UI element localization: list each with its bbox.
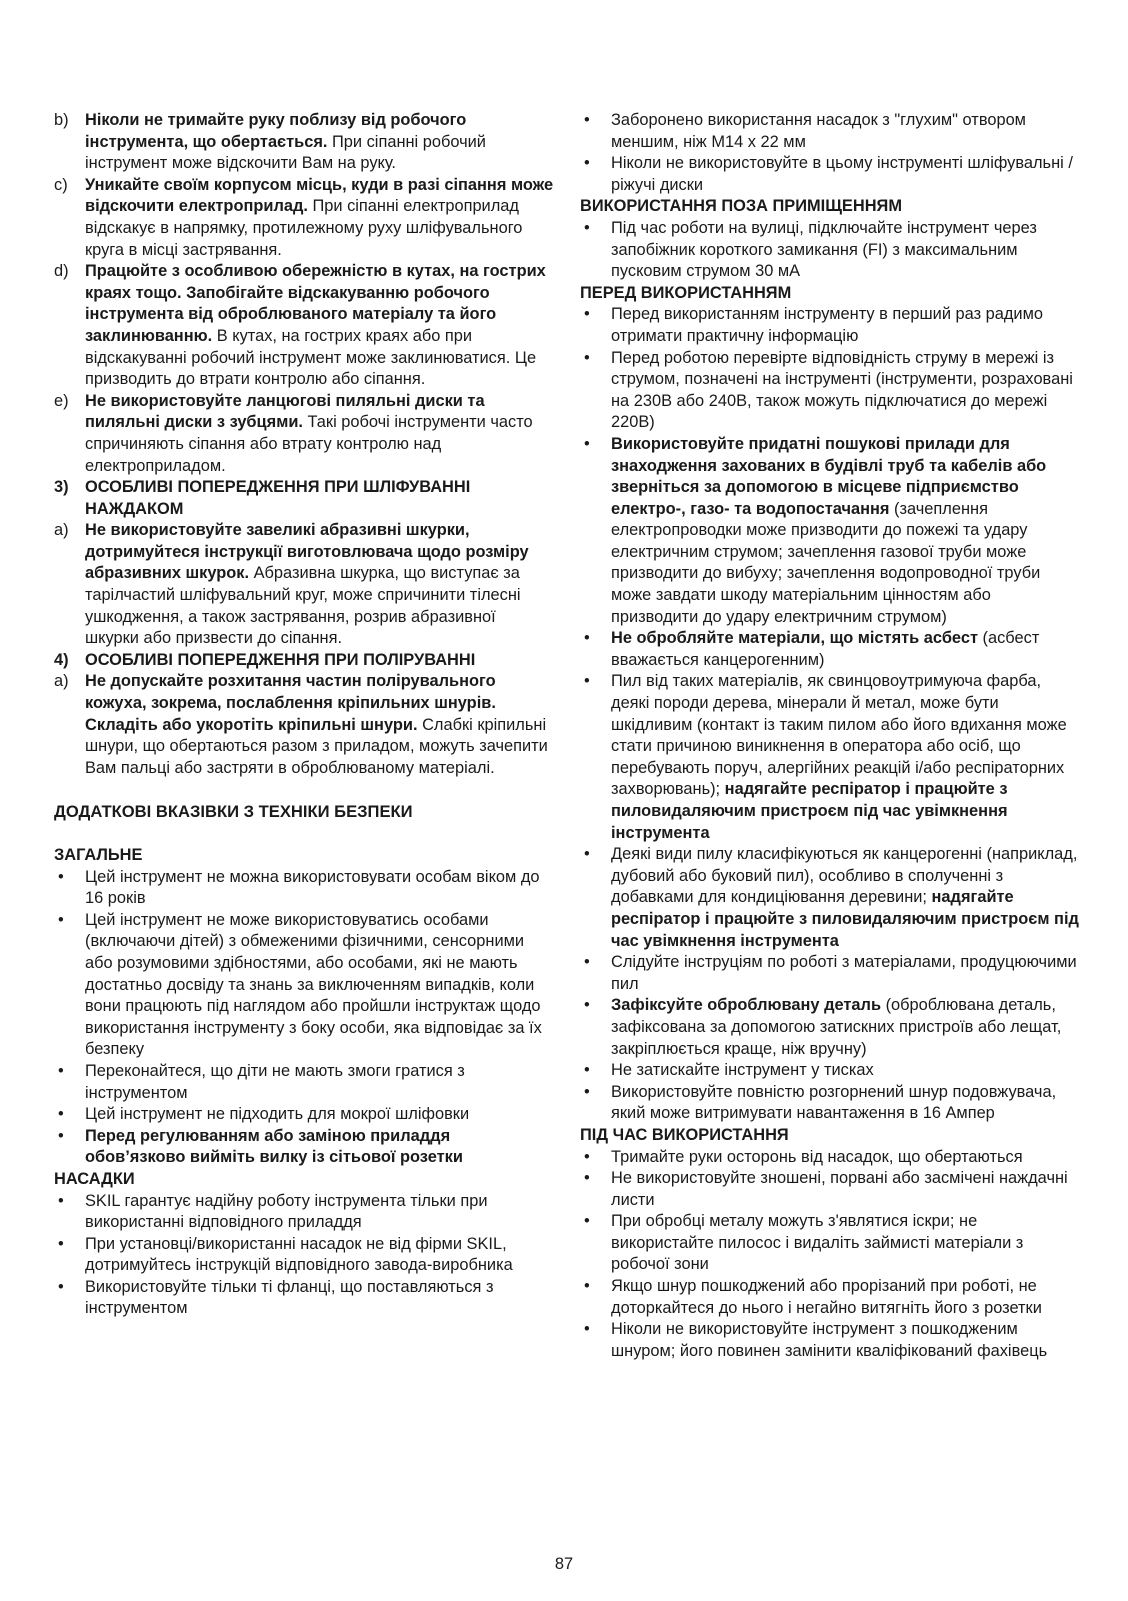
bullet-icon: • bbox=[584, 1320, 590, 1339]
bullet-icon: • bbox=[584, 1169, 590, 1188]
warning-bold-text: Уникайте своїм корпусом місць, куди в разі сіпання може відскочити електроприлад. bbox=[85, 175, 554, 216]
warning-bold-text: Не використовуйте ланцюгові пиляльні диски та пиляльні диски з зубцями. bbox=[85, 391, 485, 432]
section-3-heading bbox=[54, 477, 554, 520]
bullet-icon: • bbox=[58, 1234, 64, 1253]
item-text: Ніколи не використовуйте в цьому інструменті шліфувальні / ріжучі диски bbox=[611, 154, 1073, 194]
bullet-icon: • bbox=[58, 1105, 64, 1124]
warning-bold-text: Не допускайте розхитання частин полірувального кожуха, зокрема, послаблення кріпильних шнурів. Складіть або укоротіть кріпильні шнури. bbox=[85, 672, 496, 734]
list-marker: a) bbox=[54, 672, 69, 691]
item-text: Цей інструмент не підходить для мокрої шліфовки bbox=[85, 1105, 470, 1124]
general-list bbox=[54, 867, 554, 1169]
item-text: Перед використанням інструменту в перший раз радимо отримати практичну інформацію bbox=[611, 305, 1043, 345]
item-text: При обробці металу можуть з'являтися іскри; не використайте пилосос і видаліть займисті матеріали з робочої зони bbox=[611, 1212, 1024, 1274]
item-bold-text: Перед регулюванням або заміною приладдя обов’язково вийміть вилку із сітьової розетки bbox=[85, 1126, 463, 1167]
list-item bbox=[54, 1277, 554, 1320]
section-number: 3) bbox=[54, 478, 69, 497]
attachments-list-continued bbox=[580, 110, 1080, 196]
list-item bbox=[54, 867, 554, 910]
item-text: Переконайтеся, що діти не мають змоги гратися з інструментом bbox=[85, 1061, 465, 1102]
list-item bbox=[580, 218, 1080, 283]
item-text: Деякі види пилу класифікуються як канцерогенні (наприклад, дубовий або буковий пил), особливо в сполученні з добавками для кондиціювання деревини; bbox=[611, 845, 1078, 907]
bullet-icon: • bbox=[58, 910, 64, 929]
warning-sanding-a bbox=[54, 520, 554, 650]
section-4-heading bbox=[54, 650, 554, 672]
bullet-icon: • bbox=[584, 434, 590, 453]
bullet-icon: • bbox=[584, 629, 590, 648]
section-number: 4) bbox=[54, 650, 69, 669]
bullet-icon: • bbox=[58, 1126, 64, 1145]
warning-text: Абразивна шкурка, що виступає за тарілчастий шліфувальний круг, може спричинити тілесні ушкодження, а також застрявання, розрив абразивної шкурки або призвести до сіпання. bbox=[85, 564, 521, 648]
general-heading: ЗАГАЛЬНЕ bbox=[54, 846, 143, 864]
list-marker: d) bbox=[54, 262, 69, 281]
during-use-heading: ПІД ЧАС ВИКОРИСТАННЯ bbox=[580, 1125, 789, 1144]
list-item bbox=[580, 995, 1080, 1060]
list-item bbox=[54, 910, 554, 1061]
warning-e bbox=[54, 391, 554, 477]
list-item bbox=[580, 628, 1080, 671]
list-item bbox=[580, 348, 1080, 434]
list-item bbox=[54, 1234, 554, 1277]
warning-text: Такі робочі інструменти часто спричиняють сіпання або втрату контролю над електроприладом. bbox=[85, 413, 533, 475]
outdoor-use-heading: ВИКОРИСТАННЯ ПОЗА ПРИМІЩЕННЯМ bbox=[580, 197, 902, 216]
bullet-icon: • bbox=[584, 348, 590, 367]
item-text: (оброблювана деталь, зафіксована за допомогою затискних пристроїв або лещат, закріплюється краще, ніж вручну) bbox=[611, 996, 1062, 1058]
list-marker: b) bbox=[54, 111, 69, 129]
warning-text: При сіпанні електроприлад відскакує в напрямку, протилежному руху шліфувального круга в місці застрявання. bbox=[85, 197, 523, 259]
attachments-heading: НАСАДКИ bbox=[54, 1169, 135, 1188]
page-number: 87 bbox=[554, 1555, 574, 1573]
item-text: Використовуйте повністю розгорнений шнур подовжувача, який може витримувати навантаження в 16 Ампер bbox=[611, 1082, 1057, 1123]
list-item bbox=[580, 1168, 1080, 1211]
list-marker: c) bbox=[54, 175, 68, 194]
warning-bold-text: Ніколи не тримайте руку поблизу від робочого інструмента, що обертається. bbox=[85, 111, 467, 151]
item-text: При установці/використанні насадок не від фірми SKIL, дотримуйтесь інструкцій відповідного завода-виробника bbox=[85, 1234, 513, 1275]
bullet-icon: • bbox=[58, 867, 64, 886]
left-column bbox=[54, 110, 554, 1320]
list-item bbox=[54, 1126, 554, 1169]
item-text: Якщо шнур пошкоджений або прорізаний при роботі, не доторкайтеся до нього і негайно витягніть його з розетки bbox=[611, 1277, 1042, 1317]
list-item bbox=[580, 153, 1080, 196]
list-item bbox=[580, 1082, 1080, 1125]
right-column bbox=[580, 110, 1080, 1362]
item-text: Пил від таких матеріалів, як свинцовоутримуюча фарба, деякі породи дерева, мінерали й метал, може бути шкідливим (контакт із таким пилом або його вдихання може стати причиною виникнення в оператора або осіб, що перебувають поруч, алергійних реакцій і/або респіраторних захворювань); bbox=[611, 672, 1067, 799]
item-bold-text: надягайте респіратор і працюйте з пиловидаляючим пристроєм під час увімкнення інструмента bbox=[611, 888, 1079, 950]
list-marker: e) bbox=[54, 391, 69, 410]
warning-bold-text: Не використовуйте завеликі абразивні шкурки, дотримуйтеся інструкції виготовлювача щодо розміру абразивних шкурок. bbox=[85, 521, 529, 583]
item-text: (асбест вважається канцерогенним) bbox=[611, 629, 1040, 669]
attachments-list bbox=[54, 1191, 554, 1321]
bullet-icon: • bbox=[58, 1061, 64, 1080]
item-text: SKIL гарантує надійну роботу інструмента тільки при використанні відповідного приладдя bbox=[85, 1191, 488, 1232]
item-text: (зачеплення електропроводки може призводити до пожежі та удару електричним струмом; зачеплення газової труби може призводити до вибуху; зачеплення водопроводної труби може завдати шкоду матеріальним цінностям або призводити до удару електричним струмом) bbox=[611, 499, 1041, 626]
bullet-icon: • bbox=[584, 1277, 590, 1296]
list-item bbox=[580, 671, 1080, 844]
item-text: Слідуйте інструціям по роботі з матеріалами, продуцюючими пил bbox=[611, 953, 1077, 993]
list-item bbox=[580, 1060, 1080, 1082]
list-item bbox=[580, 1211, 1080, 1276]
bullet-icon: • bbox=[584, 672, 590, 691]
outdoor-list bbox=[580, 218, 1080, 283]
list-item bbox=[580, 304, 1080, 347]
item-text: Не затискайте інструмент у тисках bbox=[611, 1061, 874, 1080]
bullet-icon: • bbox=[584, 1212, 590, 1231]
item-text: Ніколи не використовуйте інструмент з пошкодженим шнуром; його повинен замінити кваліфікований фахівець bbox=[611, 1320, 1048, 1360]
bullet-icon: • bbox=[58, 1277, 64, 1296]
bullet-icon: • bbox=[584, 1061, 590, 1080]
warning-bold-text: Працюйте з особливою обережністю в кутах, на гострих краях тощо. Запобігайте відскакуванню робочого інструмента від оброблюваного матеріалу та його заклинюванню. bbox=[85, 262, 546, 345]
during-use-list bbox=[580, 1147, 1080, 1363]
list-item bbox=[580, 110, 1080, 153]
bullet-icon: • bbox=[584, 996, 590, 1015]
item-bold-text: Не обробляйте матеріали, що містять асбест bbox=[611, 629, 978, 648]
list-item bbox=[580, 1319, 1080, 1362]
section-title: ОСОБЛИВІ ПОПЕРЕДЖЕННЯ ПРИ ШЛІФУВАННІ НАЖДАКОМ bbox=[85, 478, 471, 518]
list-item bbox=[580, 1276, 1080, 1319]
list-item bbox=[54, 1191, 554, 1234]
before-use-list bbox=[580, 304, 1080, 1125]
list-item bbox=[54, 1061, 554, 1104]
additional-safety-heading: ДОДАТКОВІ ВКАЗІВКИ З ТЕХНІКИ БЕЗПЕКИ bbox=[54, 802, 413, 822]
bullet-icon: • bbox=[58, 1191, 64, 1210]
item-text: Цей інструмент не можна використовувати особам віком до 16 років bbox=[85, 867, 540, 908]
list-item bbox=[580, 434, 1080, 628]
item-text: Заборонено використання насадок з "глухим" отвором меншим, ніж M14 x 22 мм bbox=[611, 111, 1026, 151]
bullet-icon: • bbox=[584, 154, 590, 173]
item-bold-text: Зафіксуйте оброблювану деталь bbox=[611, 996, 882, 1015]
list-item bbox=[580, 844, 1080, 952]
list-item bbox=[580, 1147, 1080, 1169]
item-text: Використовуйте тільки ті фланці, що поставляються з інструментом bbox=[85, 1277, 494, 1318]
bullet-icon: • bbox=[584, 111, 590, 129]
bullet-icon: • bbox=[584, 1082, 590, 1101]
before-use-heading: ПЕРЕД ВИКОРИСТАННЯМ bbox=[580, 283, 792, 302]
warning-b bbox=[54, 110, 554, 175]
item-text: Перед роботою перевірте відповідність струму в мережі із струмом, позначені на інструменті (інструменти, розраховані на 230В або 240В, також можуть підключатися до мережі 220В) bbox=[611, 348, 1073, 432]
warning-c bbox=[54, 175, 554, 261]
warning-text: Слабкі кріпильні шнури, що обертаються разом з приладом, можуть зачепити Вам пальці або застряти в оброблюваному матеріалі. bbox=[85, 715, 548, 777]
item-text: Не використовуйте зношені, порвані або засмічені наждачні листи bbox=[611, 1169, 1068, 1209]
warning-text: При сіпанні робочий інструмент може відскочити Вам на руку. bbox=[85, 132, 486, 173]
item-text: Цей інструмент не може використовуватись особами (включаючи дітей) з обмеженими фізичними, сенсорними або розумовими здібностями, або особами, які не мають достатньо досвіду та знань за виключенням випадків, коли вони працюють під наглядом або пройшли інструктаж щодо використання інструменту з боку особи, яка відповідає за їх безпеку bbox=[85, 910, 542, 1059]
item-bold-text: Використовуйте придатні пошукові прилади для знаходження захованих в будівлі труб та кабелів або зверніться за допомогою в місцеве підприємство електро-, газо- та водопостачання bbox=[611, 434, 1047, 518]
bullet-icon: • bbox=[584, 1147, 590, 1166]
warning-polishing-a bbox=[54, 671, 554, 779]
list-item bbox=[580, 952, 1080, 995]
list-marker: a) bbox=[54, 521, 69, 540]
item-text: Тримайте руки осторонь від насадок, що обертаються bbox=[611, 1147, 1023, 1166]
bullet-icon: • bbox=[584, 305, 590, 324]
bullet-icon: • bbox=[584, 953, 590, 972]
item-text: Під час роботи на вулиці, підключайте інструмент через запобіжник короткого замикання (FI) з максимальним пусковим струмом 30 мА bbox=[611, 218, 1037, 281]
bullet-icon: • bbox=[584, 218, 590, 237]
warning-d bbox=[54, 261, 554, 391]
list-item bbox=[54, 1104, 554, 1126]
bullet-icon: • bbox=[584, 845, 590, 864]
item-bold-text: надягайте респіратор і працюйте з пиловидаляючим пристроєм під час увімкнення інструмента bbox=[611, 780, 1008, 842]
section-title: ОСОБЛИВІ ПОПЕРЕДЖЕННЯ ПРИ ПОЛІРУВАННІ bbox=[85, 650, 476, 669]
warning-text: В кутах, на гострих краях або при відскакуванні робочий інструмент може заклинюватися. Це призводить до втрати контролю або сіпання. bbox=[85, 326, 537, 389]
